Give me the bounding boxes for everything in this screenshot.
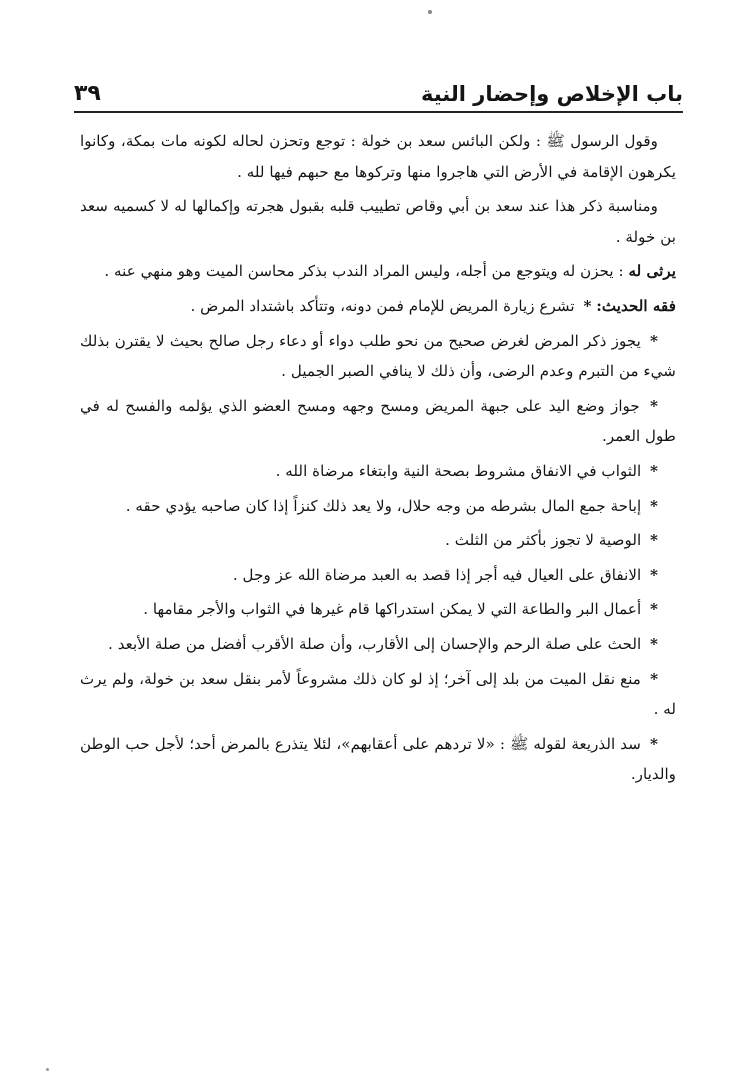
list-item-text: الانفاق على العيال فيه أجر إذا قصد به العبد مرضاة الله عز وجل . [232, 565, 642, 584]
page-body [80, 126, 676, 794]
page-speck [428, 10, 432, 14]
paragraph-text: : يحزن له ويتوجع من أجله، وليس المراد الندب بذكر محاسن الميت وهو منهي عنه . [104, 262, 624, 281]
bullet-marker: * [650, 600, 658, 619]
bullet-marker: * [650, 634, 658, 653]
list-item-text: الحث على صلة الرحم والإحسان إلى الأقارب، وأن صلة الأقرب أفضل من صلة الأبعد . [108, 634, 642, 653]
list-item [80, 560, 676, 591]
list-item-text: منع نقل الميت من بلد إلى آخر؛ إذ لو كان ذلك مشروعاً لأمر بنقل سعد بن خولة، ولم يرث له . [80, 669, 676, 719]
list-item-text: جواز وضع اليد على جبهة المريض ومسح وجهه ومسح العضو الذي يؤلمه والفسح له في طول العمر. [80, 396, 676, 446]
list-item [80, 326, 676, 387]
list-item-text: سد الذريعة لقوله ﷺ : «لا تردهم على أعقابهم»، لئلا يتذرع بالمرض أحد؛ لأجل حب الوطن والديار. [80, 734, 676, 784]
bullet-marker: * [650, 565, 658, 584]
paragraph-yartha-lahu [80, 256, 676, 287]
paragraph-explanation-rasul [80, 126, 676, 187]
bullet-marker: * [583, 296, 592, 315]
bullet-marker: * [650, 734, 658, 753]
list-item-text: الوصية لا تجوز بأكثر من الثلث . [445, 531, 642, 550]
list-item [80, 491, 676, 522]
list-item-text: الثواب في الانفاق مشروط بصحة النية وابتغاء مرضاة الله . [275, 461, 642, 480]
paragraph-munasaba [80, 191, 676, 252]
page-number: ٣٩ [74, 81, 101, 106]
paragraph-text: ومناسبة ذكر هذا عند سعد بن أبي وقاص تطييب قلبه بقبول هجرته وإكمالها له لا كسميه سعد بن خولة . [80, 197, 676, 246]
section-heading: فقه الحديث: [596, 296, 676, 315]
page-speck [46, 1068, 49, 1071]
list-item [80, 729, 676, 790]
bullet-marker: * [650, 669, 659, 688]
list-item [80, 525, 676, 556]
term-heading: يرثى له [628, 262, 676, 281]
list-item-text: أعمال البر والطاعة التي لا يمكن استدراكها قام غيرها في الثواب والأجر مقامها . [143, 600, 642, 619]
list-item-text: يجوز ذكر المرض لغرض صحيح من نحو طلب دواء أو دعاء رجل صالح بحيث لا يقترن بذلك شيء من التبرم وعدم الرضى، وأن ذلك لا ينافي الصبر الجميل . [80, 331, 676, 381]
bullet-marker: * [650, 461, 658, 480]
header-divider [74, 111, 683, 113]
bullet-marker: * [650, 331, 658, 350]
bullet-marker: * [650, 396, 658, 415]
paragraph-text: تشرع زيارة المريض للإمام فمن دونه، وتتأكد باشتداد المرض . [190, 296, 575, 315]
list-item [80, 594, 676, 625]
bullet-marker: * [650, 531, 658, 550]
list-item [80, 629, 676, 660]
list-item [80, 664, 676, 725]
list-item-text: إباحة جمع المال بشرطه من وجه حلال، ولا يعد ذلك كنزاً إذا كان صاحبه يؤدي حقه . [125, 496, 642, 515]
bullet-marker: * [650, 496, 658, 515]
list-item [80, 391, 676, 452]
paragraph-text: وقول الرسول ﷺ : ولكن البائس سعد بن خولة : توجع وتحزن لحاله لكونه مات بمكة، وكانوا يكرهون الإقامة في الأرض التي هاجروا منها وتركوها مع حبهم فيها لله . [80, 132, 676, 181]
chapter-title: باب الإخلاص وإحضار النية [421, 82, 683, 106]
list-item [80, 456, 676, 487]
running-header [74, 74, 683, 108]
paragraph-fiqh-heading [80, 291, 676, 322]
